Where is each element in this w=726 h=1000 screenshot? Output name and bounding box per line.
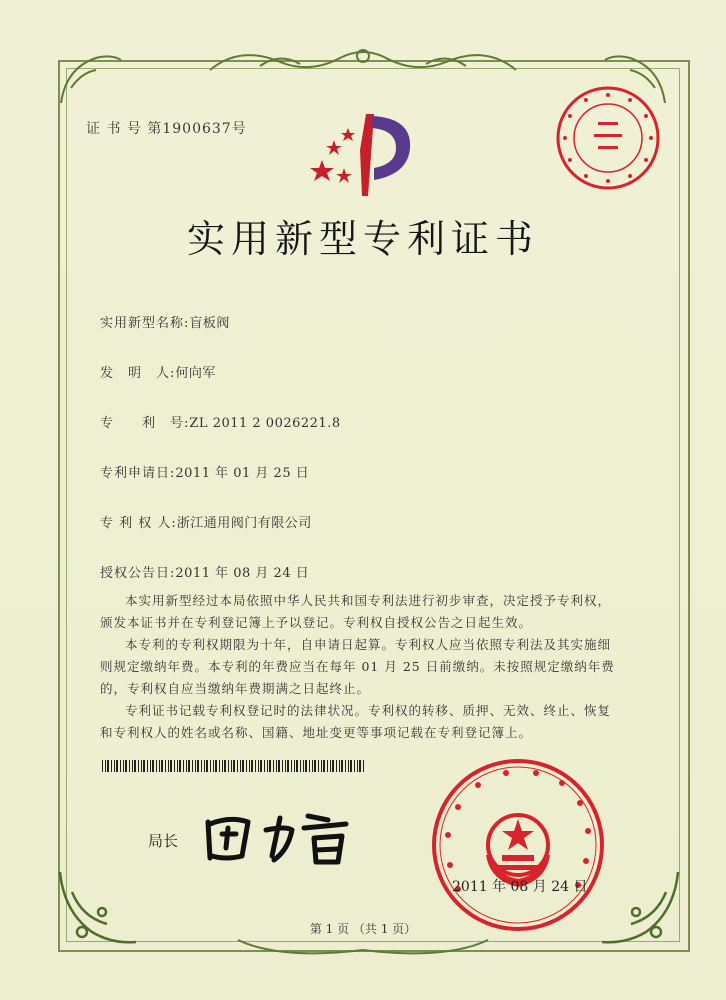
body-paragraph: 本专利的专利权期限为十年，自申请日起算。专利权人应当依照专利法及其实施细则规定缴纳年费。本专利的年费应当在每年 01 月 25 日前缴纳。未按照规定缴纳年费的，专利权自应当缴纳年费期满之日起终止。 [100,637,615,696]
field-utility-model-name [100,312,230,331]
national-ip-office-seal-icon [428,755,608,935]
registration-seal-icon [552,82,664,194]
top-ornament-icon [200,40,526,80]
barcode [102,760,364,772]
body-paragraph: 本实用新型经过本局依照中华人民共和国专利法进行初步审查，决定授予专利权，颁发本证书并在专利登记簿上予以登记。专利权自授权公告之日起生效。 [100,593,612,630]
director-label: 局长 [148,832,179,850]
field-value: 盲板阀 [189,316,230,331]
field-value: 何向军 [175,366,216,381]
field-label: 专 利 号: [100,416,190,431]
field-label: 实用新型名称: [100,316,190,331]
certificate-title: 实用新型专利证书 [186,217,539,261]
seal-date: 2011 年 08 月 24 日 [452,879,588,895]
field-value: ZL 2011 2 0026221.8 [189,416,341,431]
field-value: 2011 年 01 月 25 日 [175,466,310,481]
field-inventor [100,362,216,381]
field-patentee [100,512,312,531]
field-label: 专利申请日: [100,466,176,481]
patent-office-logo-icon [308,108,418,200]
corner-ornament-icon [52,862,142,952]
field-filing-date [100,462,309,481]
corner-ornament-icon [596,862,686,952]
page-footer: 第 1 页 （共 1 页） [309,922,417,936]
field-value: 2011 年 08 月 24 日 [175,566,310,581]
certificate-body [100,590,620,744]
field-patent-number [100,412,341,431]
field-label: 授权公告日: [100,566,176,581]
field-grant-date [100,562,309,581]
field-label: 发 明 人: [100,366,176,381]
field-value: 浙江通用阀门有限公司 [176,516,312,531]
certificate-number: 证 书 号 第1900637号 [86,121,247,137]
body-paragraph: 专利证书记载专利权登记时的法律状况。专利权的转移、质押、无效、终止、恢复和专利权人的姓名或名称、国籍、地址变更等事项记载在专利登记簿上。 [100,703,612,740]
director-signature-icon [196,800,366,872]
field-label: 专 利 权 人: [100,516,177,531]
corner-ornament-icon [56,48,126,108]
